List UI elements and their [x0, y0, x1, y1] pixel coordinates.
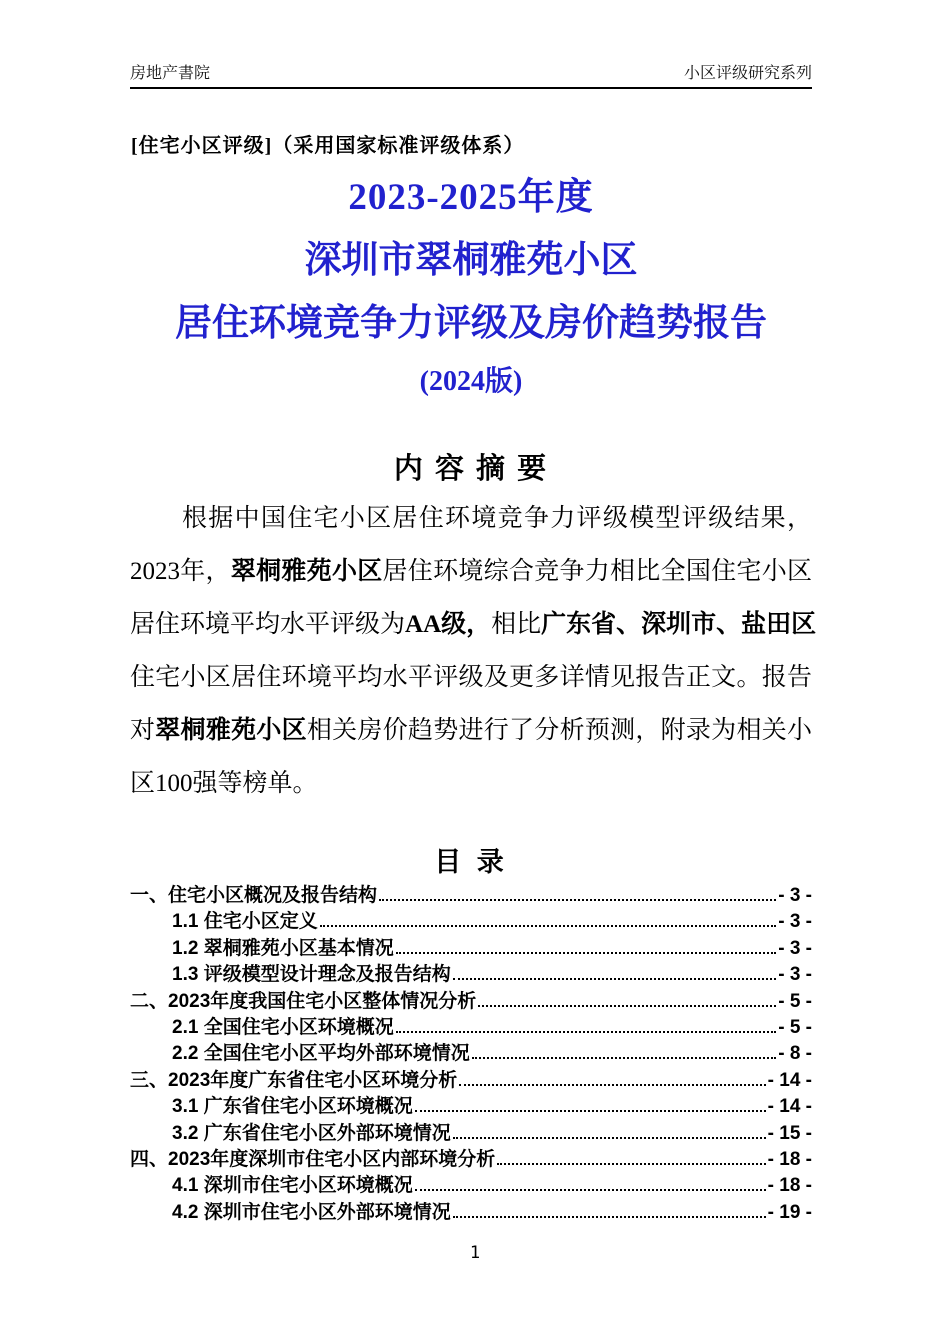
title-community-name: 深圳市翠桐雅苑小区 — [304, 240, 638, 281]
summary-line: 住宅小区居住环境平均水平评级及更多详情见报告正文。报告 — [130, 664, 812, 691]
toc-item[interactable]: 二、2023年度我国住宅小区整体情况分析 - 5 - — [130, 990, 812, 1012]
dot-leader — [453, 1216, 766, 1218]
dot-leader — [478, 1005, 776, 1007]
table-of-contents — [130, 883, 812, 1226]
toc-item[interactable]: 1.2 翠桐雅苑小区基本情况 - 3 - — [172, 937, 812, 959]
header-right-text: 小区评级研究系列 — [683, 65, 812, 82]
toc-item[interactable]: 四、2023年度深圳市住宅小区内部环境分析 - 18 - — [130, 1148, 812, 1170]
title-year-range: 2023-2025年度 — [348, 177, 594, 218]
dot-leader — [396, 1031, 777, 1033]
toc-item[interactable]: 1.3 评级模型设计理念及报告结构 - 3 - — [172, 964, 812, 986]
summary-line: 根据中国住宅小区居住环境竞争力评级模型评级结果， — [182, 505, 812, 532]
summary-line: 居住环境平均水平评级为AA级，相比广东省、深圳市、盐田区 — [130, 611, 817, 638]
title-report-type: 居住环境竞争力评级及房价趋势报告 — [175, 303, 767, 344]
toc-heading: 目 录 — [434, 847, 508, 877]
dot-leader — [379, 899, 776, 901]
running-header — [130, 60, 812, 83]
summary-line: 对翠桐雅苑小区相关房价趋势进行了分析预测，附录为相关小 — [130, 717, 812, 744]
toc-item[interactable]: 3.1 广东省住宅小区环境概况 - 14 - — [172, 1096, 812, 1118]
header-rule — [130, 87, 812, 89]
dot-leader — [497, 1163, 765, 1165]
dot-leader — [396, 952, 777, 954]
toc-item[interactable]: 3.2 广东省住宅小区外部环境情况 - 15 - — [172, 1122, 812, 1144]
toc-item[interactable]: 1.1 住宅小区定义 - 3 - — [172, 911, 812, 933]
dot-leader — [320, 925, 777, 927]
page-number: 1 — [469, 1243, 481, 1263]
toc-item[interactable]: 4.2 深圳市住宅小区外部环境情况 - 19 - — [172, 1201, 812, 1223]
dot-leader — [453, 1137, 766, 1139]
toc-item[interactable]: 一、住宅小区概况及报告结构 - 3 - — [130, 885, 812, 906]
toc-item[interactable]: 2.2 全国住宅小区平均外部环境情况 - 8 - — [172, 1043, 812, 1065]
dot-leader — [415, 1110, 766, 1112]
header-left-text: 房地产書院 — [130, 65, 211, 82]
summary-line: 2023年，翠桐雅苑小区居住环境综合竞争力相比全国住宅小区 — [130, 558, 812, 585]
dot-leader — [472, 1057, 777, 1059]
toc-item[interactable]: 2.1 全国住宅小区环境概况 - 5 - — [172, 1016, 812, 1038]
summary-paragraph — [130, 492, 817, 810]
dot-leader — [415, 1189, 766, 1191]
toc-item[interactable]: 三、2023年度广东省住宅小区环境分析 - 14 - — [130, 1069, 812, 1091]
dot-leader — [453, 978, 777, 980]
title-edition: (2024版) — [419, 366, 523, 397]
summary-heading: 内 容 摘 要 — [393, 453, 549, 485]
report-title — [130, 176, 812, 418]
summary-line: 区100强等榜单。 — [130, 770, 318, 797]
classification-line: [住宅小区评级]（采用国家标准评级体系） — [131, 135, 525, 157]
toc-item[interactable]: 4.1 深圳市住宅小区环境概况 - 18 - — [172, 1175, 812, 1197]
dot-leader — [459, 1084, 765, 1086]
